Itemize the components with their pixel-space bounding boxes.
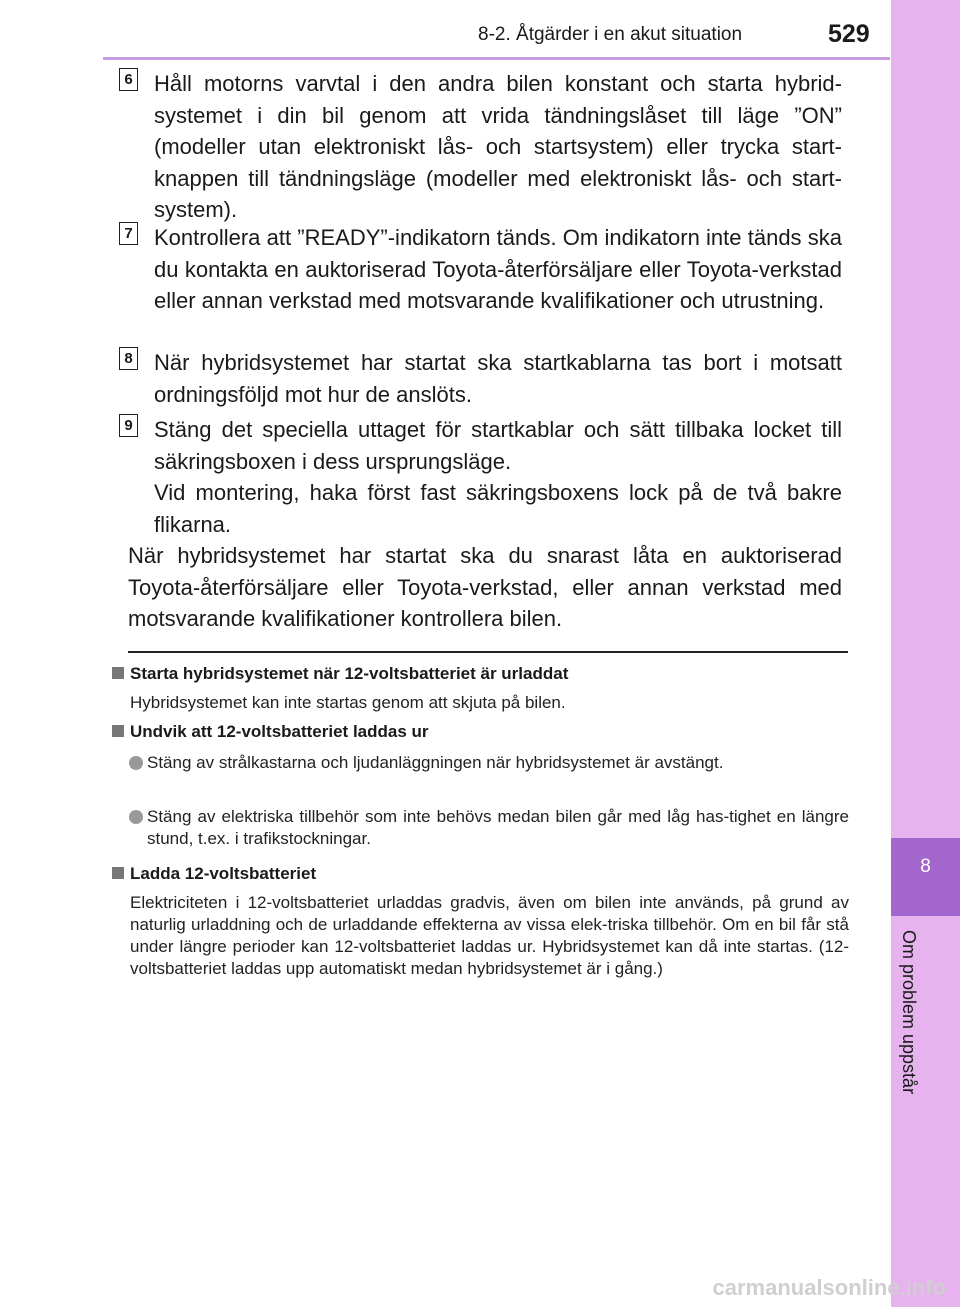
step-text-continued: Vid montering, haka först fast säkringsboxens lock på de två bakre flikarna. (154, 480, 842, 537)
step-number-badge: 9 (119, 414, 138, 437)
step-number-badge: 7 (119, 222, 138, 245)
watermark: carmanualsonline.info (712, 1275, 946, 1300)
circle-bullet-icon (129, 756, 143, 770)
chapter-number: 8 (920, 856, 931, 877)
summary-paragraph: När hybridsystemet har startat ska du snarast låta en auktoriserad Toyota-återförsäljare eller Toyota-verkstad, eller annan verkstad med motsvarande kvalifikationer kontrollera bilen. (128, 543, 842, 631)
step-text: Stäng det speciella uttaget för startkablar och sätt tillbaka locket till säkringsboxen i dess ursprungsläge. (154, 417, 842, 474)
list-item-text: Stäng av elektriska tillbehör som inte behövs medan bilen går med låg has-tighet en längre stund, t.ex. i trafikstockningar. (147, 807, 849, 848)
page-number: 529 (828, 20, 870, 48)
square-bullet-icon (112, 667, 124, 679)
note-heading-text: Ladda 12-voltsbatteriet (130, 864, 317, 883)
circle-bullet-icon (129, 810, 143, 824)
section-divider (128, 651, 848, 653)
list-item-text: Stäng av strålkastarna och ljudanläggningen när hybridsystemet är avstängt. (147, 753, 724, 772)
list-item (129, 752, 849, 774)
chapter-side-bar (891, 0, 960, 1307)
note-heading (112, 664, 568, 684)
note-heading-text: Starta hybridsystemet när 12-voltsbatteriet är urladdat (130, 664, 569, 683)
step-text: Kontrollera att ”READY”-indikatorn tänds. Om indikatorn inte tänds ska du kontakta en auktoriserad Toyota-återförsäljare eller Toyota-verkstad eller annan verkstad med motsvarande kvalifikationer och utrustning. (154, 225, 842, 313)
step-text: När hybridsystemet har startat ska startkablarna tas bort i motsatt ordningsföljd mot hur de anslöts. (154, 350, 842, 407)
step-text: Håll motorns varvtal i den andra bilen konstant och starta hybrid-systemet i din bil genom att vrida tändningslåset till läge ”ON” (modeller utan elektroniskt lås- och startsystem) eller trycka start-knappen till tändningsläge (modeller med elektroniskt lås- och start-system). (154, 71, 842, 222)
step-number-badge: 8 (119, 347, 138, 370)
header-rule (103, 57, 890, 60)
chapter-title: Om problem uppstår (899, 930, 919, 1095)
square-bullet-icon (112, 725, 124, 737)
list-item (129, 806, 849, 850)
header-section-title: 8-2. Åtgärder i en akut situation (478, 24, 743, 45)
note-heading (112, 722, 429, 742)
note-text: Elektriciteten i 12-voltsbatteriet urladdas gradvis, även om bilen inte används, på grund av naturlig urladdning och de urladdande effekterna av vissa elek-triska tillbehör. Om en bil får stå under längre perioder kan 12-voltsbatteriet laddas ur. Hybridsystemet kan då inte startas. (12-voltsbatteriet laddas upp automatiskt medan hybridsystemet är i gång.) (130, 893, 849, 978)
step-number-badge: 6 (119, 68, 138, 91)
note-text: Hybridsystemet kan inte startas genom att skjuta på bilen. (130, 693, 566, 712)
square-bullet-icon (112, 867, 124, 879)
note-heading-text: Undvik att 12-voltsbatteriet laddas ur (130, 722, 429, 741)
note-heading (112, 864, 316, 884)
